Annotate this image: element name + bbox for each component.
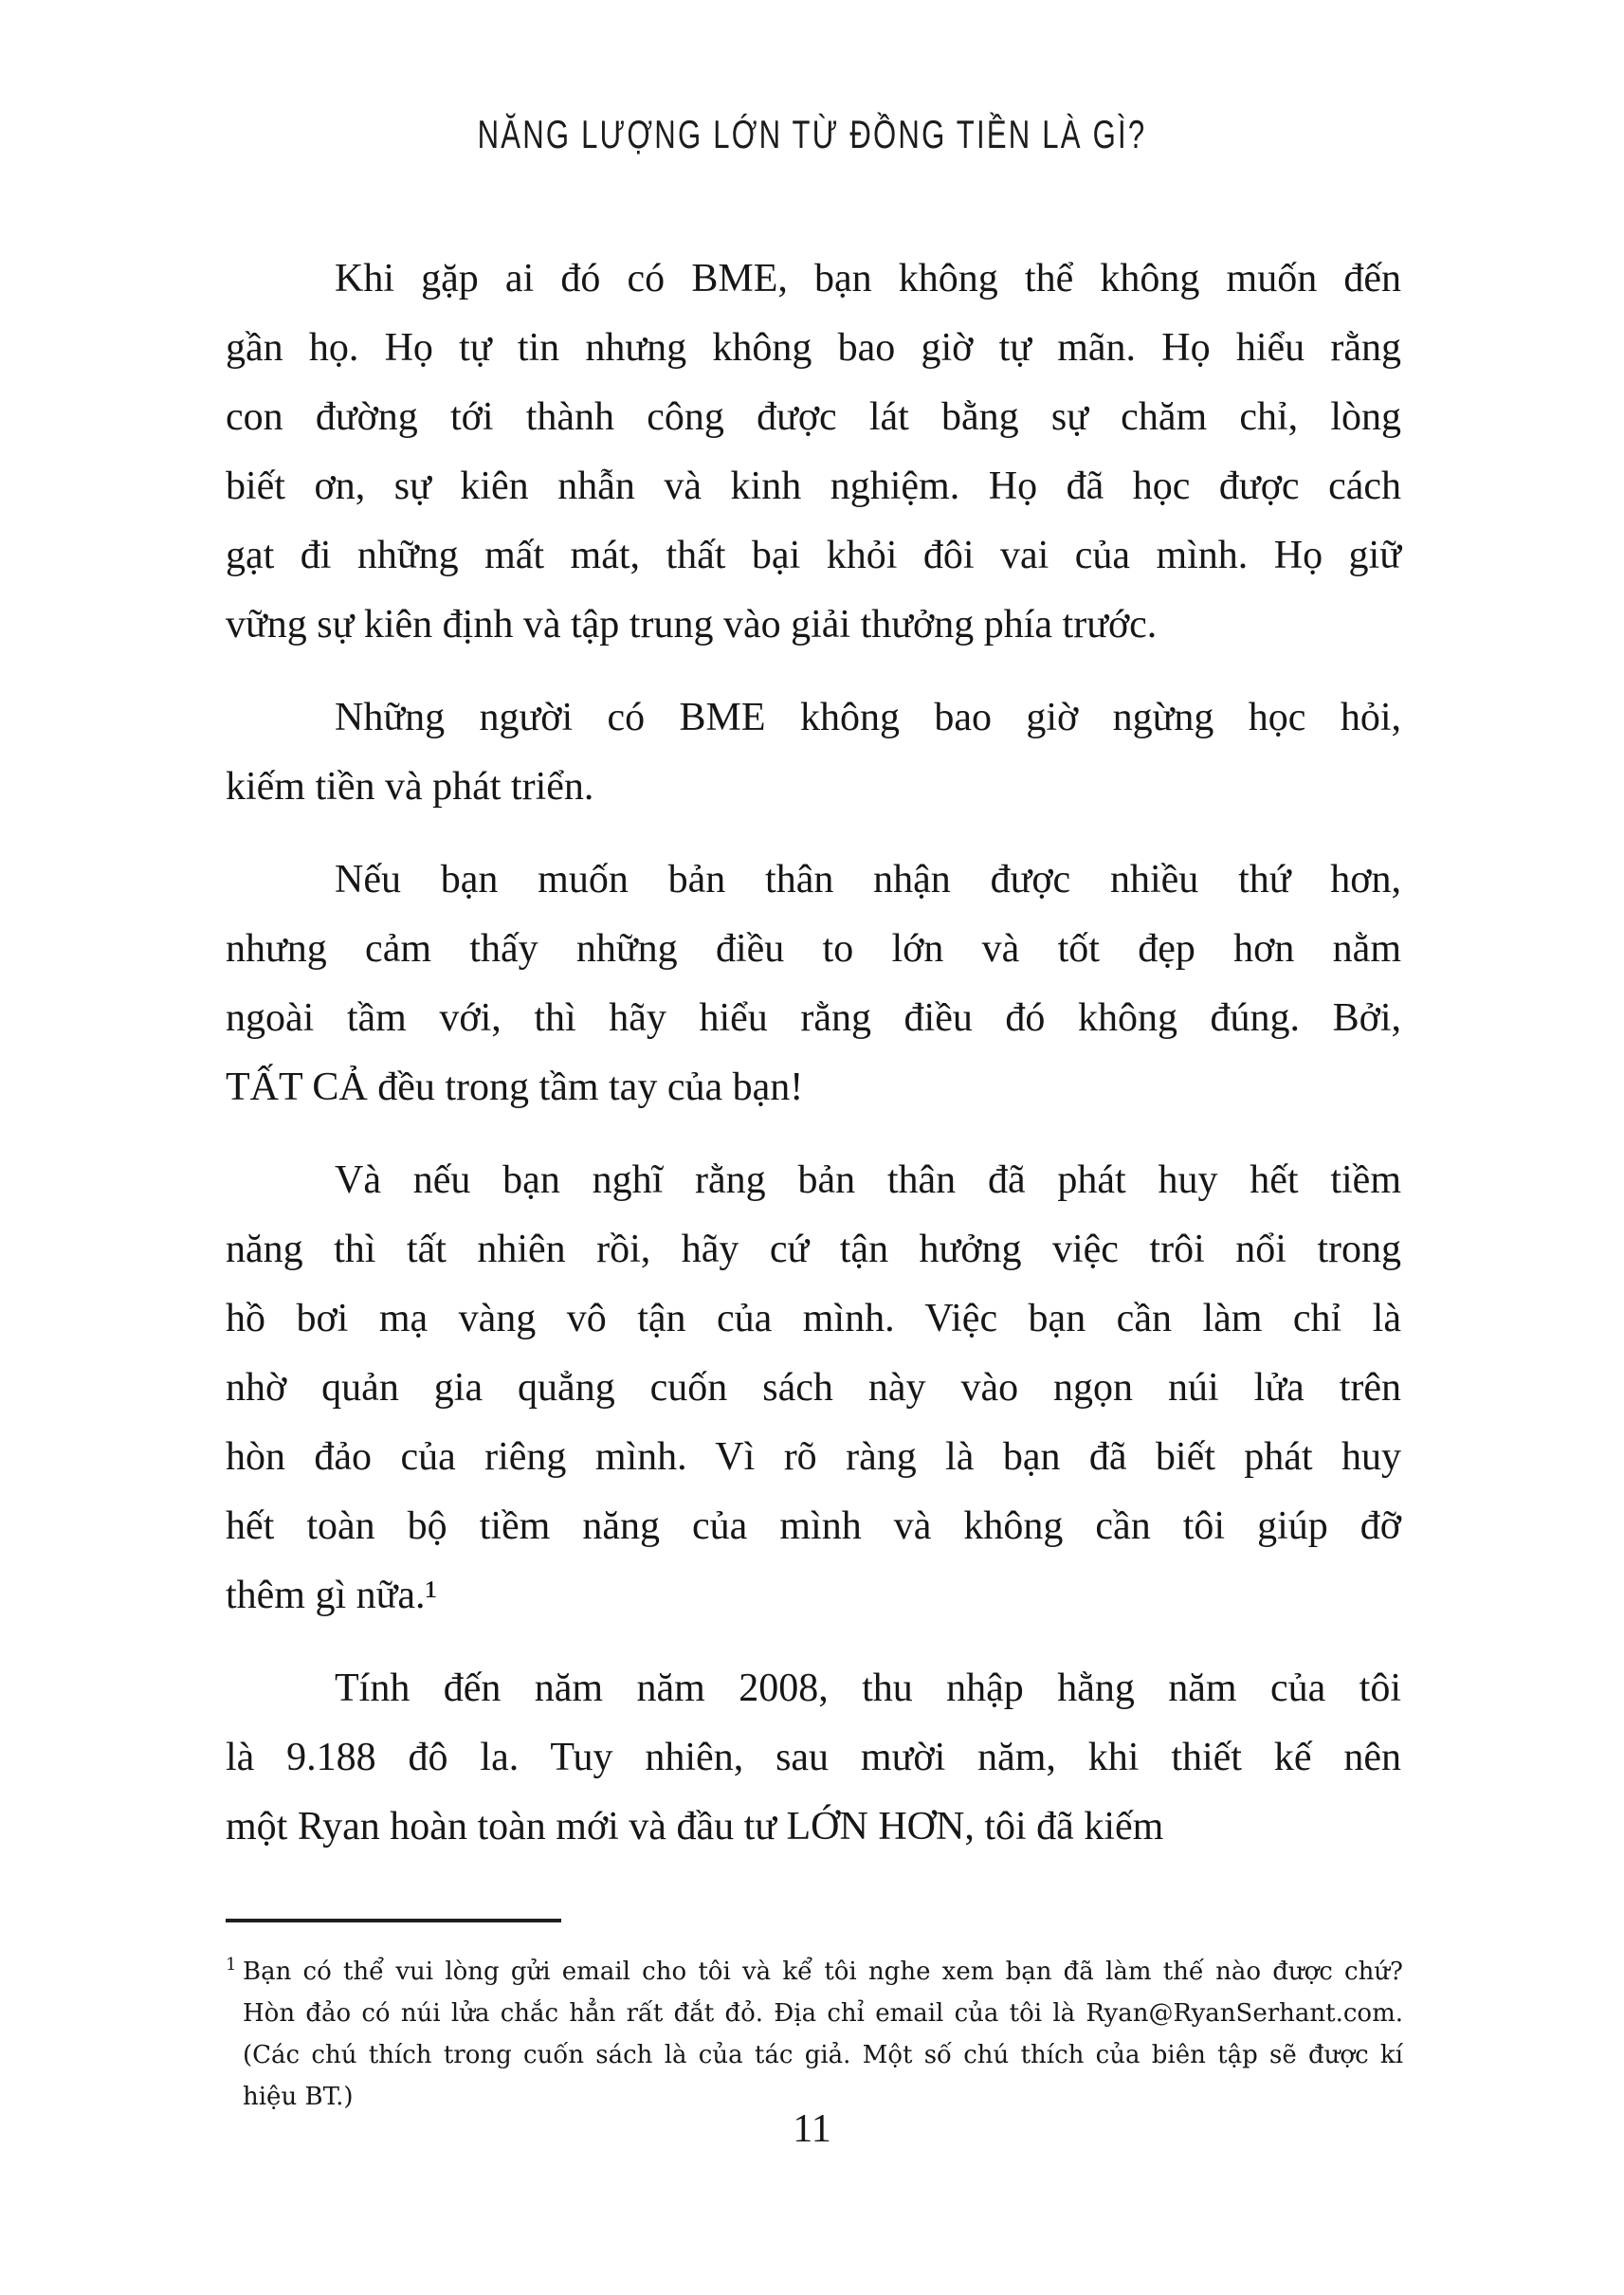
footnote-line: hiệu BT.) — [243, 2083, 354, 2111]
body-line: gạt đi những mất mát, thất bại khỏi đôi vai của mình. Họ giữ — [226, 534, 1401, 577]
body-line: Và nếu bạn nghĩ rằng bản thân đã phát huy hết tiềm — [335, 1158, 1401, 1202]
body-line: Nếu bạn muốn bản thân nhận được nhiều thứ hơn, — [335, 858, 1401, 902]
running-header: NĂNG LƯỢNG LỚN TỪ ĐỒNG TIỀN LÀ GÌ? — [477, 112, 1147, 156]
paragraph — [226, 245, 1401, 660]
body-line: gần họ. Họ tự tin nhưng không bao giờ tự mãn. Họ hiểu rằng — [226, 326, 1401, 370]
body-line: hồ bơi mạ vàng vô tận của mình. Việc bạn cần làm chỉ là — [226, 1297, 1401, 1340]
body-line: hòn đảo của riêng mình. Vì rõ ràng là bạn đã biết phát huy — [226, 1435, 1401, 1479]
body-line: năng thì tất nhiên rồi, hãy cứ tận hưởng việc trôi nổi trong — [226, 1228, 1401, 1271]
paragraph — [226, 846, 1401, 1122]
body-line: Khi gặp ai đó có BME, bạn không thể không muốn đến — [335, 257, 1401, 301]
body-line: biết ơn, sự kiên nhẫn và kinh nghiệm. Họ đã học được cách — [226, 464, 1401, 508]
footnote-marker: 1 — [226, 1955, 237, 1975]
paragraph — [226, 1146, 1401, 1630]
body-line: là 9.188 đô la. Tuy nhiên, sau mười năm, khi thiết kế nên — [226, 1736, 1401, 1779]
footnote-line: Hòn đảo có núi lửa chắc hẳn rất đắt đỏ. Địa chỉ email của tôi là Ryan@RyanSerhant.com. — [243, 1999, 1403, 2028]
body-line: một Ryan hoàn toàn mới và đầu tư LỚN HƠN, tôi đã kiếm — [226, 1805, 1164, 1849]
paragraph — [226, 683, 1401, 822]
body-line: nhờ quản gia quẳng cuốn sách này vào ngọn núi lửa trên — [226, 1366, 1401, 1410]
body-text — [226, 245, 1401, 1862]
body-line: Những người có BME không bao giờ ngừng học hỏi, — [335, 696, 1401, 739]
footnote — [226, 1951, 1403, 2118]
page-number: 11 — [793, 2107, 831, 2151]
footnote-line: (Các chú thích trong cuốn sách là của tác giả. Một số chú thích của biên tập sẽ được kí — [243, 2041, 1403, 2069]
body-line: con đường tới thành công được lát bằng sự chăm chỉ, lòng — [226, 395, 1401, 439]
body-line: thêm gì nữa.¹ — [226, 1574, 438, 1617]
body-line: vững sự kiên định và tập trung vào giải thưởng phía trước. — [226, 603, 1158, 647]
body-line: TẤT CẢ đều trong tầm tay của bạn! — [226, 1066, 804, 1109]
body-line: hết toàn bộ tiềm năng của mình và không cần tôi giúp đỡ — [226, 1504, 1401, 1548]
body-line: nhưng cảm thấy những điều to lớn và tốt đẹp hơn nằm — [226, 927, 1401, 971]
footnote-divider — [226, 1919, 561, 1922]
paragraph — [226, 1654, 1401, 1862]
footnote-line — [226, 1951, 1403, 1993]
footnote-text: Bạn có thể vui lòng gửi email cho tôi và kể tôi nghe xem bạn đã làm thế nào được chứ? — [243, 1958, 1403, 1986]
body-line: Tính đến năm năm 2008, thu nhập hằng năm của tôi — [335, 1667, 1401, 1710]
body-line: ngoài tầm với, thì hãy hiểu rằng điều đó không đúng. Bởi, — [226, 996, 1401, 1040]
body-line: kiếm tiền và phát triển. — [226, 765, 594, 809]
